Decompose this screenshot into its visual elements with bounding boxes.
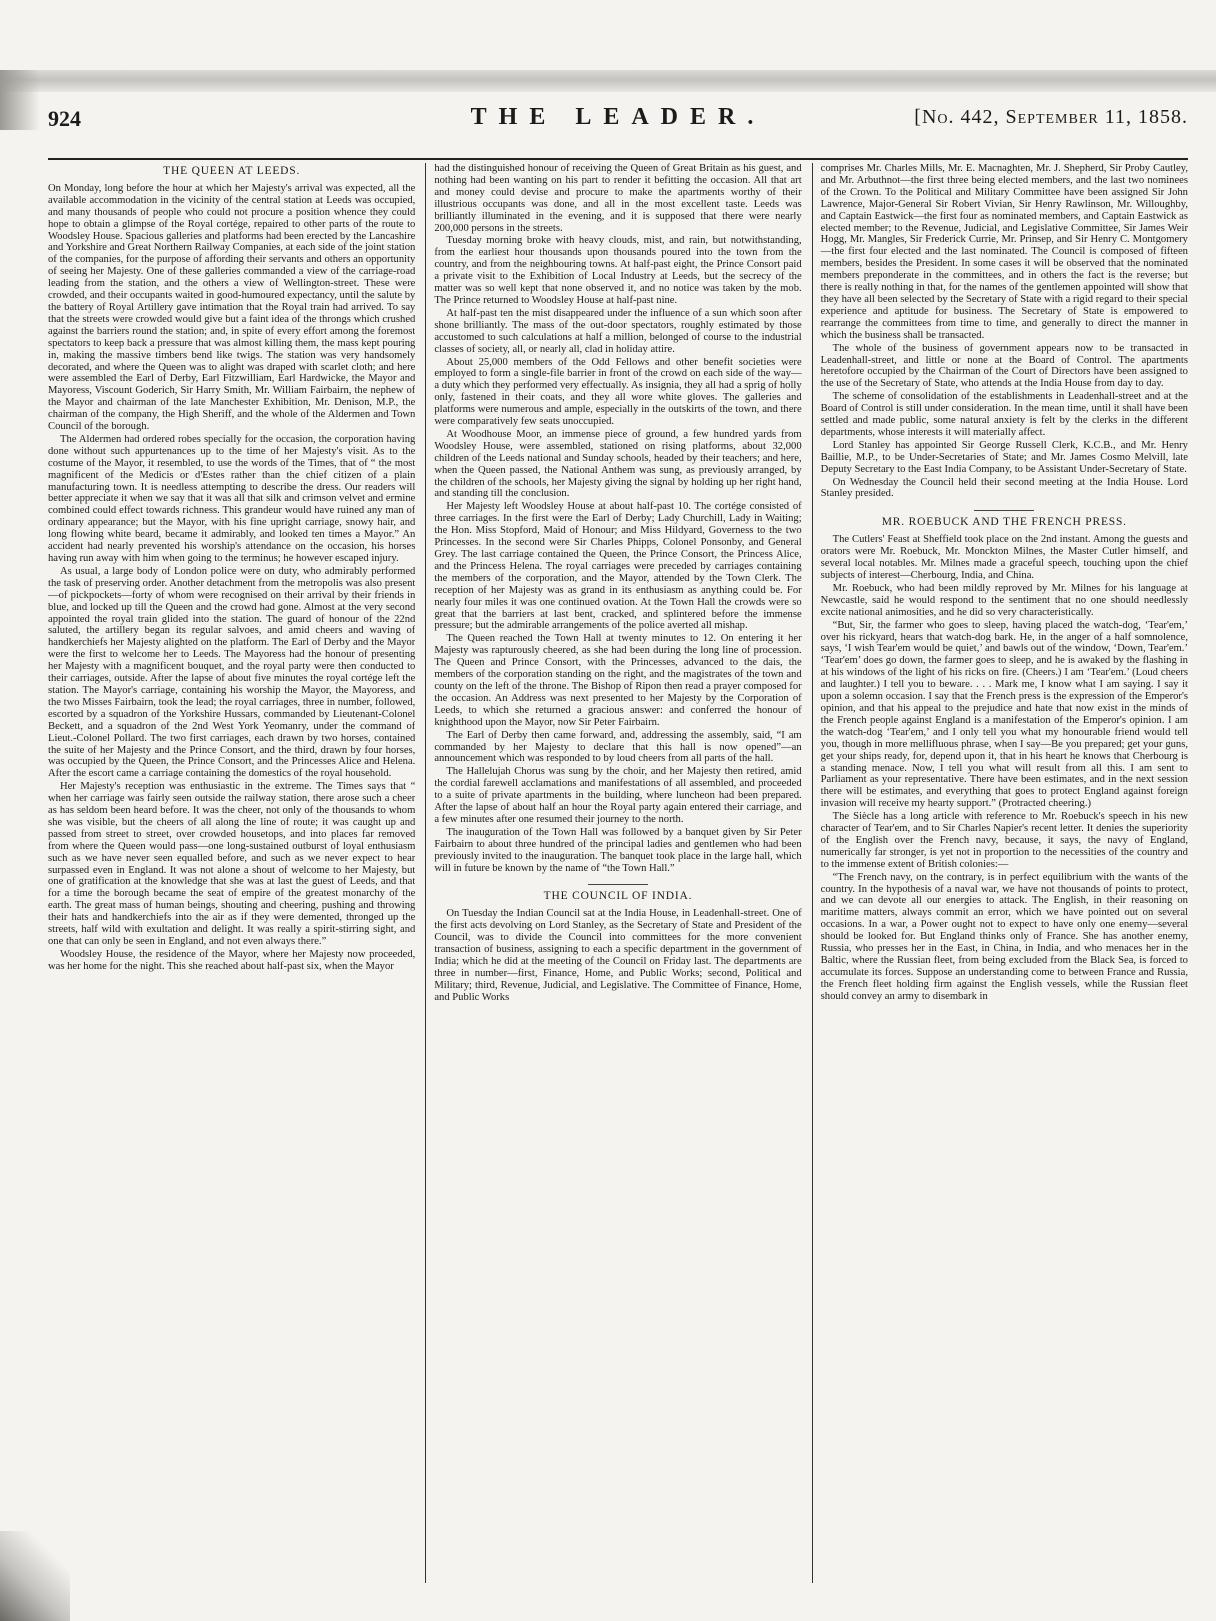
- paragraph: On Wednesday the Council held their second meeting at the India House. Lord Stanley presided.: [820, 476, 1188, 500]
- paragraph: Lord Stanley has appointed Sir George Russell Clerk, K.C.B., and Mr. Henry Baillie, M.P., to be Under-Secretaries of State; and Mr. James Cosmo Melvill, late Deputy Secretary to the East India Company, to be Assistant Under-Secretary of State.: [820, 439, 1188, 475]
- paragraph: As usual, a large body of London police were on duty, who admirably performed the task of preserving order. Another detachment from the metropolis was also present—of pickpockets—forty of whom were recognised on their arrival by their friends in blue, and locked up till the Queen and the crowd had gone. Almost at the very second appointed the royal train glided into the station. The guard of honour of the 22nd saluted, the artillery began its regular salvoes, and amid cheers and waving of handkerchiefs her Majesty alighted on the platform. The Earl of Derby and the Mayor were the first to welcome her to Leeds. The Mayoress had the honour of presenting her Majesty with a magnificent bouquet, and the royal party were then conducted to their carriages, outside. After the lapse of about five minutes the royal cortége left the station. The Mayor's carriage, containing his worship the Mayor, the Mayoress, and the two Misses Fairbairn, took the lead; the royal carriages, three in number, followed, escorted by a squadron of the Yorkshire Hussars, commanded by Lieutenant-Colonel Beckett, and a squadron of the 2nd West York Yeomanry, under the command of Lieut.-Colonel Pollard. The two first carriages, each drawn by two horses, contained the suite of her Majesty and the Prince Consort, and the third, drawn by four horses, was occupied by the Queen, the Prince Consort, and the Princesses Alice and Helena. After the escort came a carriage containing the domestics of the royal household.: [48, 565, 416, 780]
- masthead: [48, 104, 1188, 134]
- article-heading-council-of-india: THE COUNCIL OF INDIA.: [543, 890, 693, 903]
- page-number: 924: [48, 106, 81, 131]
- newspaper-title: THE LEADER.: [470, 104, 766, 130]
- paragraph: The scheme of consolidation of the establishments in Leadenhall-street and at the Board of Control is still under consideration. In the mean time, until it shall have been settled and made public, some natural anxiety is felt by the clerks in the different departments, whose interests it will materially affect.: [820, 391, 1188, 438]
- issue-info: [No. 442, September 11, 1858.: [914, 106, 1188, 128]
- paragraph: The Siècle has a long article with reference to Mr. Roebuck's speech in his new character of Tear'em, and to Sir Charles Napier's recent letter. It denies the superiority of the English over the French navy, because, it says, the navy of England, numerically far stronger, is yet not in proportion to the necessities of the country and to the immense extent of British colonies:—: [820, 811, 1188, 870]
- article-heading-roebuck-french-press: MR. ROEBUCK AND THE FRENCH PRESS.: [881, 516, 1127, 529]
- scan-border: [0, 70, 1216, 92]
- paragraph: had the distinguished honour of receiving the Queen of Great Britain as his guest, and nothing had been wanting on his part to render it befitting the occasion. All that art and money could devise and procure to make the apartments worthy of their illustrious occupants was done, and all in the most excellent taste. Leeds was brilliantly illuminated in the evening, and it is supposed that there were nearly 200,000 persons in the streets.: [434, 163, 802, 234]
- paragraph: At half-past ten the mist disappeared under the influence of a sun which soon after shone brilliantly. The mass of the out-door spectators, roughly estimated by those accustomed to such calculations at half a million, belonged of course to the industrial classes of society, all, or nearly all, clad in holiday attire.: [434, 307, 802, 355]
- scan-shadow: [0, 70, 40, 130]
- paragraph: The Hallelujah Chorus was sung by the choir, and her Majesty then retired, amid the cordial farewell acclamations and manifestations of all assembled, and proceeded to a suite of private apartments in the building, where luncheon had been prepared. After the lapse of about half an hour the Royal party again entered their carriage, and a few minutes after one resumed their journey to the north.: [434, 766, 802, 825]
- paragraph: Mr. Roebuck, who had been mildly reproved by Mr. Milnes for his language at Newcastle, said he would respond to the sentiment that no one should needlessly excite national animosities, and he did so very characteristically.: [820, 582, 1188, 618]
- article-columns: [48, 163, 1188, 1583]
- paragraph: Woodsley House, the residence of the Mayor, where her Majesty now proceeded, was her home for the night. This she reached about half-past six, when the Mayor: [48, 948, 416, 972]
- article-heading-queen-at-leeds: THE QUEEN AT LEEDS.: [163, 165, 301, 177]
- column-3: [812, 163, 1188, 1583]
- column-2: [425, 163, 801, 1583]
- paragraph: The Earl of Derby then came forward, and, addressing the assembly, said, “I am commanded by her Majesty to declare that this hall is now opened”—an announcement which was responded to by loud cheers from all parts of the hall.: [434, 729, 802, 765]
- section-divider: [588, 884, 648, 885]
- paragraph: Her Majesty left Woodsley House at about half-past 10. The cortége consisted of three carriages. In the first were the Earl of Derby; Lady Churchill, Lady in Waiting; the Hon. Miss Stopford, Maid of Honour; and Miss Hildyard, Governess to the two Princesses. In the second were Sir Charles Phipps, Colonel Ponsonby, and General Grey. The last carriage contained the Queen, the Prince Consort, the Princess Alice, and the Princess Helena. The royal carriages were preceded by carriages containing the members of the corporation, and the Mayor, attended by the Town Clerk. The reception of her Majesty was as grand in its enthusiasm as anything could be. For nearly four miles it was one continued ovation. At the Town Hall the crowds were so great that the barriers at last bent, cracked, and splintered before the immense pressure; but the admirable arrangements of the police averted all mishap.: [434, 501, 802, 632]
- paragraph: Tuesday morning broke with heavy clouds, mist, and rain, but notwithstanding, from the earliest hour thousands upon thousands poured into the town from the country, and from the neighbouring towns. At half-past eight, the Prince Consort paid a private visit to the Exhibition of Local Industry at Leeds, but the secrecy of the matter was so well kept that none observed it, and no notice was taken by the mob. The Prince returned to Woodsley House at half-past nine.: [434, 235, 802, 306]
- paragraph: The Cutlers' Feast at Sheffield took place on the 2nd instant. Among the guests and orators were Mr. Roebuck, Mr. Monckton Milnes, the Master Cutler himself, and several local notables. Mr. Milnes made a graceful speech, touching upon the chief subjects of interest—Cherbourg, India, and China.: [820, 534, 1188, 581]
- paragraph: The Aldermen had ordered robes specially for the occasion, the corporation having done without such appurtenances up to the time of her Majesty's visit. As to the costume of the Mayor, it resembled, to use the words of the Times, that of “ the most magnificent of the Medicis or d'Estes rather than the chief citizen of a plain manufacturing town. It is needless attempting to describe the dress. Our readers will better appreciate it when we say that it was all that silk and crimson velvet and ermine combined could effect towards richness. This grandeur would have ruined any man of ordinary appearance; but the Mayor, with his fine upright carriage, snowy hair, and long flowing white beard, became it admirably, and looked ten times a Mayor.” An accident had nearly prevented his worship's attendance on the occasion, his horses having run away with him when going to the terminus; he however escaped injury.: [48, 433, 416, 564]
- paragraph: “But, Sir, the farmer who goes to sleep, having placed the watch-dog, ‘Tear'em,’ over his rickyard, hears that watch-dog bark. He, in the anger of a half somnolence, says, ‘I wish Tear'em would be quiet,’ and bawls out of the window, ‘Down, Tear'em.’ ‘Tear'em’ does go down, the farmer goes to sleep, and he is awaked by the flashing in at his windows of the light of his ricks on fire. (Cheers.) I am ‘Tear'em.’ (Loud cheers and laughter.) I tell you to beware. . . . Mark me, I know what I am saying. I say it upon a solemn occasion. I say that the French press is the expression of the Emperor's opinion, and that his appeal to the prejudice and hate that now exist in the minds of the French people against England is a manifestation of the Emperor's opinion. I am the watch-dog ‘Tear'em,’ and I only tell you what my honourable friend would tell you, though in more mellifluous phrase, when I say—Be you prepared; get your guns, get your ships ready, for, depend upon it, that in his heart he knows that Cherbourg is a standing menace. Now, I tell you what will result from all this. I am sent to Parliament as your representative. There have been estimates, and in the next session there will be estimates, and everything that goes to protect England against foreign invasion will receive my hearty support.” (Protracted cheering.): [820, 619, 1188, 810]
- paragraph: At Woodhouse Moor, an immense piece of ground, a few hundred yards from Woodsley House, were assembled, stationed on rising platforms, about 32,000 children of the Leeds national and Sunday schools, headed by their teachers; and here, when the Queen passed, the National Anthem was sung, as previously arranged, by the children of the schools, her Majesty giving the signal by holding up her right hand, and standing till the conclusion.: [434, 428, 802, 500]
- paragraph: The whole of the business of government appears now to be transacted in Leadenhall-street, and little or none at the Board of Control. The apartments heretofore occupied by the Chairman of the Court of Directors have been assigned to the use of the Secretary of State, who attends at the India House from day to day.: [820, 342, 1188, 390]
- paragraph: About 25,000 members of the Odd Fellows and other benefit societies were employed to form a single-file barrier in front of the crowd on each side of the way—a duty which they performed very effectually. As insignia, they all had a sprig of holly only, fastened in their coats, and they all wore white gloves. The galleries and platforms were numerous and ample, especially in the outskirts of the town, and there were comparatively few seats unoccupied.: [434, 356, 802, 428]
- paragraph: On Monday, long before the hour at which her Majesty's arrival was expected, all the available accommodation in the vicinity of the central station at Leeds was occupied, and many thousands of people who could not procure a position whence they could hope to obtain a glimpse of the Royal cortége, repaired to other parts of the route to Woodsley House. Spacious galleries and platforms had been erected by the Lancashire and Yorkshire and Great Northern Railway Companies, at each side of the joint station of the companies, for the purpose of affording their servants and others an opportunity of seeing her Majesty. One of these galleries commanded a view of the carriage-road leading from the station, and the others a view of Wellington-street. These were crowded, and their occupants waited in good-humoured expectancy, until the salute by the battery of Royal Artillery gave intimation that the Royal train had arrived. To say that the streets were crowded would give but a faint idea of the throngs which crushed against the barriers round the station; and, in spite of every effort among the foremost spectators to keep back a pressure that was almost killing them, the mass kept pouring in, making the massive timbers bend like twigs. The station was very handsomely decorated, and where the Queen was to alight was draped with scarlet cloth; and here were assembled the Earl of Derby, Earl Fitzwilliam, Earl Hardwicke, the Mayor and Mayoress, Viscount Goderich, Sir Harry Smith, Mr. William Fairbairn, the nephew of the Mayor and chairman of the late Manchester Exhibition, Mr. Denison, M.P., the chairman of the company, the High Sheriff, and the whole of the Aldermen and Town Council of the borough.: [48, 182, 416, 433]
- column-1: [48, 163, 415, 1583]
- paragraph: Her Majesty's reception was enthusiastic in the extreme. The Times says that “ when her carriage was fairly seen outside the railway station, there arose such a cheer as has seldom been heard before. It was the cheer, not only of the thousands to whom she was visible, but the cheers of all along the line of route; it was caught up and passed from street to street, over crowded housetops, and into places far removed from where the Queen would pass—one long-sustained outburst of loyal enthusiasm such as we have never seen equalled before, and such as we never expect to hear surpassed even in England. It was not alone a shout of welcome to her Majesty, but one of gratification at the knowledge that she was at last the guest of Leeds, and that for a time the borough became the seat of empire of the greatest monarchy of the earth. The great mass of human beings, shouting and cheering, pushing and throwing their hats and handkerchiefs into the air as if they were demented, thronged up the streets, half wild with exultation and delight. It was really a spirit-stirring sight, and one that can only be seen in England, and not even always there.”: [48, 781, 416, 947]
- header-rule: [48, 158, 1188, 160]
- paragraph: The Queen reached the Town Hall at twenty minutes to 12. On entering it her Majesty was rapturously cheered, as she had been during the long line of procession. The Queen and Prince Consort, with the Princesses, advanced to the dais, the members of the corporation standing on the right, and the magistrates of the town and county on the left of the throne. The Bishop of Ripon then read a prayer composed for the occasion. An Address was next presented to her Majesty by the Corporation of Leeds, to which she returned a gracious answer: and conferred the honour of knighthood upon the Mayor, now Sir Peter Fairbairn.: [434, 633, 802, 728]
- paragraph: The inauguration of the Town Hall was followed by a banquet given by Sir Peter Fairbairn to about three hundred of the principal ladies and gentlemen who had been previously invited to the inauguration. The banquet took place in the large hall, which will in future be known by the name of “the Town Hall.”: [434, 826, 802, 874]
- section-divider: [974, 510, 1034, 511]
- paragraph: On Tuesday the Indian Council sat at the India House, in Leadenhall-street. One of the first acts devolving on Lord Stanley, as the Secretary of State and President of the Council, was to divide the Council into committees for the more convenient transaction of business, assigning to each a specific department in the government of India; which he did at the meeting of the Council on Friday last. The departments are three in number—first, Finance, Home, and Public Works; second, Political and Military; third, Revenue, Judicial, and Legislative. The Committee of Finance, Home, and Public Works: [434, 908, 802, 1003]
- paragraph: “The French navy, on the contrary, is in perfect equilibrium with the wants of the country. In the hypothesis of a naval war, we have not thousands of points to protect, and we can devote all our energies to attack. The English, in their reasoning on maritime matters, always commit an error, which we have pointed out on several occasions. In a war, a Power ought not to expect to have only one enemy—several should be looked for. But England thinks only of France. She has another enemy, Russia, who presses her in the East, in China, in India, and who menaces her in the Baltic, where the Russian fleet, from being excluded from the Black Sea, is forced to accumulate its forces. Suppose an understanding come to between France and Russia, the French fleet holding firm against the English vessels, while the Russian fleet should convey an army to disembark in: [820, 871, 1188, 1002]
- paragraph: comprises Mr. Charles Mills, Mr. E. Macnaghten, Mr. J. Shepherd, Sir Proby Cautley, and Mr. Arbuthnot—the first three being elected members, and the last two nominees of the Crown. To the Political and Military Committee have been assigned Sir John Lawrence, Major-General Sir Robert Vivian, Sir Henry Rawlinson, Mr. Willoughby, and Captain Eastwick—the first four as nominated members, and Captain Eastwick as elected member; to the Revenue, Judicial, and Legislative Committee, Sir James Weir Hogg, Mr. Mangles, Sir Frederick Currie, Mr. Prinsep, and Sir Henry C. Montgomery—the first four elected and the last nominated. The Council is composed of fifteen members, besides the President. In some cases it will be observed that the nominated members preponderate in the committees, and in others the fact is the reverse; but there is really nothing in that, for the names of the gentlemen appointed will show that they have all been selected by the Secretary of State with a rigid regard to their special experience and aptitude for business. The Secretary of State is empowered to rearrange the committees from time to time, and generally to direct the manner in which the business shall be transacted.: [820, 163, 1188, 341]
